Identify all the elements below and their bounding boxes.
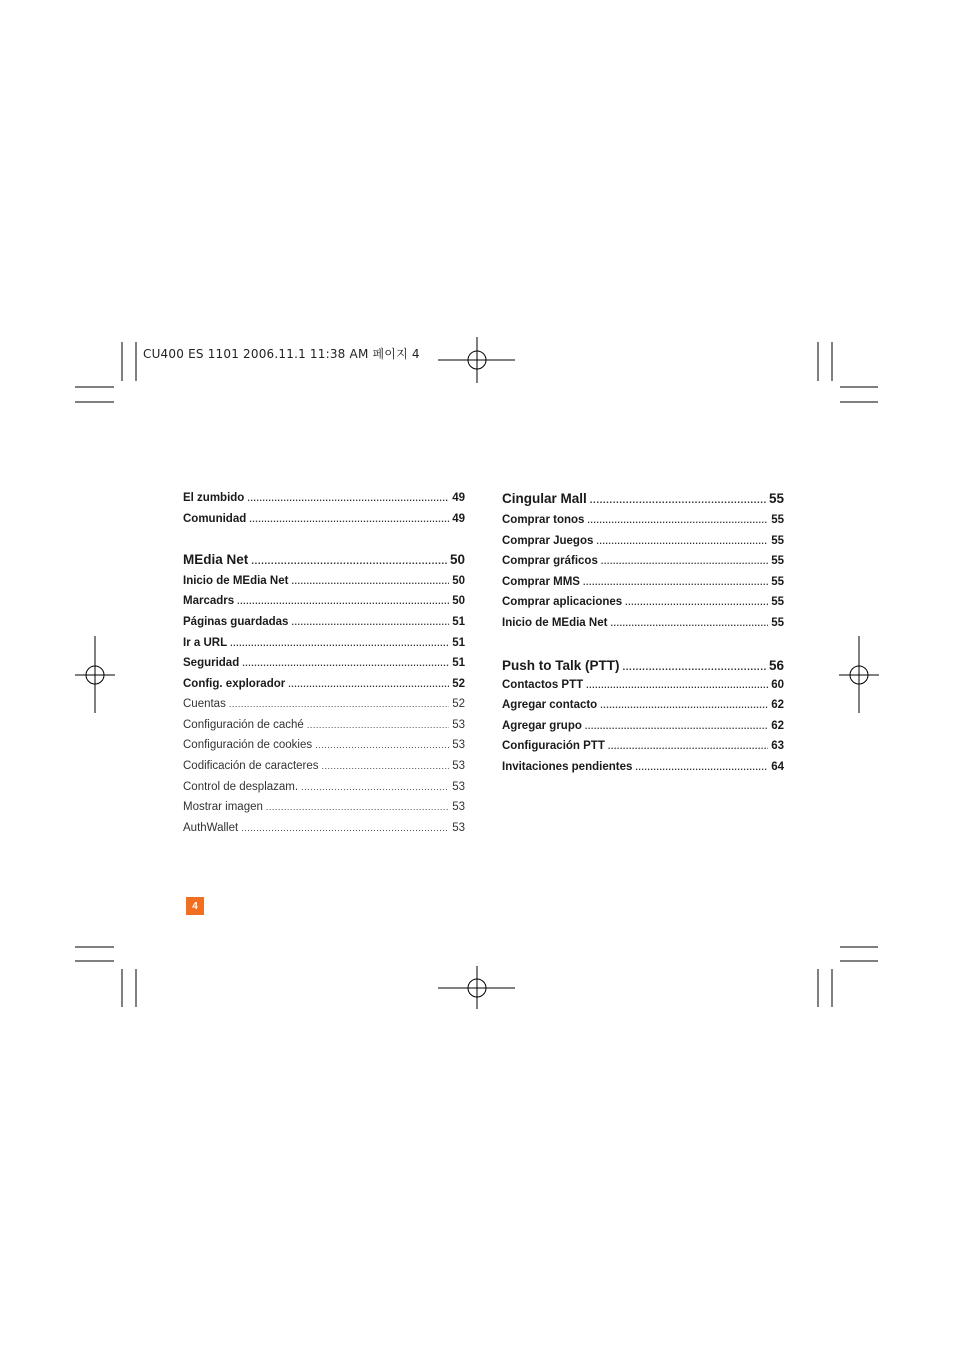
toc-entry-page: 50 (449, 552, 465, 567)
toc-entry-label: Inicio de MEdia Net (183, 575, 289, 587)
dot-leader (315, 737, 449, 753)
toc-entry (183, 717, 465, 733)
toc-entry-page: 53 (452, 781, 465, 793)
dot-leader (635, 759, 768, 775)
toc-entry (502, 553, 784, 569)
toc-entry-label: Seguridad (183, 657, 240, 669)
toc-entry-label: Invitaciones pendientes (502, 761, 633, 773)
registration-mark-top (438, 337, 515, 383)
toc-entry-label: Agregar grupo (502, 720, 582, 732)
toc-entry-page: 53 (452, 760, 465, 772)
dot-leader (608, 738, 768, 754)
toc-entry-page: 55 (768, 491, 784, 506)
toc-entry-page: 55 (771, 555, 784, 567)
toc-entry (183, 511, 465, 527)
toc-entry-page: 52 (452, 678, 465, 690)
dot-leader (322, 758, 450, 774)
toc-entry-page: 56 (768, 658, 784, 673)
toc-entry-label: Codificación de caracteres (183, 760, 319, 772)
dot-leader (237, 593, 449, 609)
dot-leader (230, 635, 449, 651)
dot-leader (229, 696, 449, 712)
dot-leader (249, 511, 449, 527)
toc-entry (183, 635, 465, 651)
dot-leader (242, 655, 449, 671)
toc-entry (183, 779, 465, 795)
toc-entry-page: 51 (452, 616, 465, 628)
toc-entry-label: El zumbido (183, 492, 245, 504)
toc-entry-label: Configuración de caché (183, 719, 304, 731)
toc-entry-page: 64 (771, 761, 784, 773)
toc-entry-page: 62 (771, 699, 784, 711)
toc-section-heading (502, 657, 784, 677)
dot-leader (600, 697, 768, 713)
dot-leader (266, 799, 449, 815)
toc-entry-label: Ir a URL (183, 637, 228, 649)
registration-mark-left (75, 636, 115, 713)
toc-entry-page: 55 (771, 596, 784, 608)
toc-entry (502, 594, 784, 610)
toc-entry-label: Comunidad (183, 513, 247, 525)
toc-entry-page: 53 (452, 719, 465, 731)
toc-entry-page: 63 (771, 740, 784, 752)
toc-entry-page: 53 (452, 739, 465, 751)
dot-leader (587, 512, 768, 528)
toc-entry-page: 55 (771, 514, 784, 526)
dot-leader (583, 574, 768, 590)
dot-leader (288, 676, 449, 692)
dot-leader (247, 490, 449, 506)
toc-entry (183, 737, 465, 753)
toc-entry-page: 55 (771, 617, 784, 629)
dot-leader (241, 820, 449, 836)
toc-entry (183, 820, 465, 836)
toc-entry-label: Inicio de MEdia Net (502, 617, 608, 629)
toc-entry-page: 60 (771, 679, 784, 691)
toc-entry-label: Comprar tonos (502, 514, 585, 526)
toc-entry (502, 759, 784, 775)
toc-entry (502, 512, 784, 528)
toc-entry (183, 655, 465, 671)
toc-entry-label: Configuración de cookies (183, 739, 313, 751)
toc-entry (183, 758, 465, 774)
toc-entry (183, 696, 465, 712)
toc-entry-label: Comprar MMS (502, 576, 580, 588)
dot-leader (596, 533, 768, 549)
toc-entry-label: Control de desplazam. (183, 781, 299, 793)
toc-entry (183, 799, 465, 815)
toc-entry-page: 55 (771, 576, 784, 588)
toc-entry-label: Comprar gráficos (502, 555, 598, 567)
toc-entry-label: Comprar aplicaciones (502, 596, 623, 608)
dot-leader (291, 614, 449, 630)
toc-entry (183, 593, 465, 609)
toc-entry-label: Mostrar imagen (183, 801, 263, 813)
toc-entry-page: 55 (771, 535, 784, 547)
toc-entry-page: 53 (452, 801, 465, 813)
toc-entry-label: AuthWallet (183, 822, 239, 834)
toc-entry (502, 697, 784, 713)
toc-entry-label: Configuración PTT (502, 740, 605, 752)
toc-entry-page: 50 (452, 595, 465, 607)
toc-entry (183, 676, 465, 692)
toc-entry (502, 718, 784, 734)
registration-mark-bottom (438, 966, 515, 1009)
dot-leader (625, 594, 768, 610)
toc-entry-page: 52 (452, 698, 465, 710)
toc-section-heading (183, 551, 465, 571)
toc-entry-label: Push to Talk (PTT) (502, 658, 620, 673)
dot-leader (307, 717, 449, 733)
toc-entry-label: Cingular Mall (502, 491, 587, 506)
dot-leader (601, 553, 768, 569)
toc-entry-page: 53 (452, 822, 465, 834)
toc-entry (502, 615, 784, 631)
toc-entry (183, 614, 465, 630)
dot-leader (301, 779, 449, 795)
toc-section-heading (502, 490, 784, 510)
toc-entry (183, 490, 465, 506)
dot-leader (585, 718, 768, 734)
dot-leader (623, 659, 766, 677)
toc-entry-label: Cuentas (183, 698, 226, 710)
registration-mark-right (839, 636, 879, 713)
toc-entry-page: 49 (452, 492, 465, 504)
toc-entry-label: Agregar contacto (502, 699, 598, 711)
toc-entry-page: 62 (771, 720, 784, 732)
toc-entry (502, 677, 784, 693)
toc-entry-label: Marcadrs (183, 595, 235, 607)
toc-entry-page: 50 (452, 575, 465, 587)
dot-leader (610, 615, 768, 631)
toc-entry-label: MEdia Net (183, 552, 249, 567)
dot-leader (586, 677, 768, 693)
dot-leader (590, 492, 766, 510)
toc-entry-label: Config. explorador (183, 678, 286, 690)
page-number-badge: 4 (186, 897, 204, 915)
dot-leader (291, 573, 449, 589)
toc-entry-page: 51 (452, 637, 465, 649)
toc-entry (502, 533, 784, 549)
toc-entry-page: 49 (452, 513, 465, 525)
toc-entry-label: Contactos PTT (502, 679, 584, 691)
toc-entry (502, 738, 784, 754)
toc-entry-label: Páginas guardadas (183, 616, 289, 628)
toc-entry-page: 51 (452, 657, 465, 669)
toc-entry-label: Comprar Juegos (502, 535, 594, 547)
dot-leader (251, 553, 447, 571)
print-slug-text: CU400 ES 1101 2006.11.1 11:38 AM 페이지 4 (143, 347, 420, 361)
toc-entry (183, 573, 465, 589)
toc-entry (502, 574, 784, 590)
